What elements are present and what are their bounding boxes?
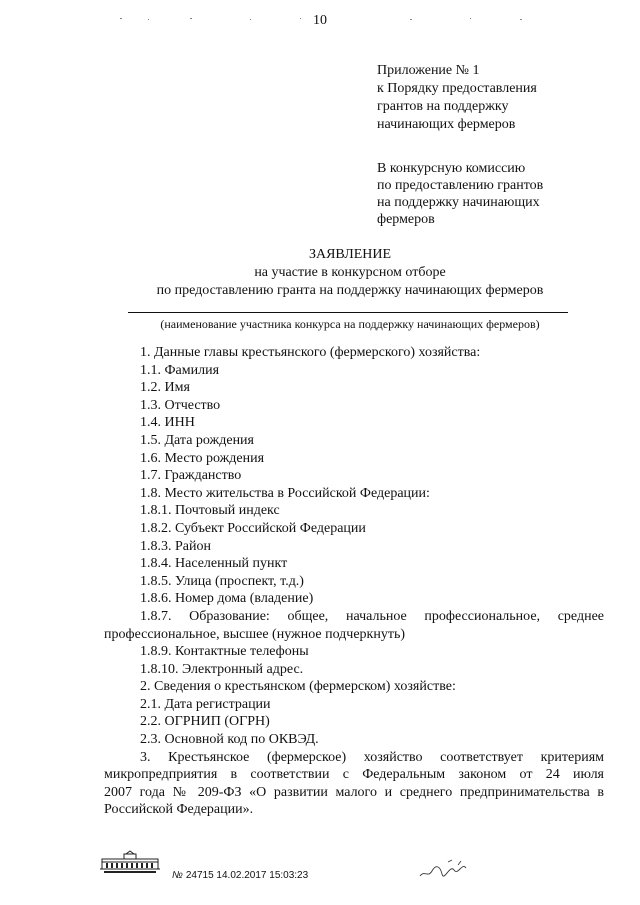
item-line: 1. Данные главы крестьянского (фермерского) хозяйства: bbox=[140, 345, 481, 360]
addressee-line: фермеров bbox=[377, 212, 435, 227]
item-line: 1.7. Гражданство bbox=[140, 468, 242, 484]
handwritten-signature bbox=[418, 856, 478, 882]
item-line: 1.1. Фамилия bbox=[140, 362, 220, 378]
item-line: 2.3. Основной код по ОКВЭД. bbox=[140, 732, 319, 748]
item-line: 1.8.2. Субъект Российской Федерации bbox=[140, 520, 366, 536]
item-line: 1.8.10. Электронный адрес. bbox=[140, 661, 304, 677]
addressee-line: на поддержку начинающих bbox=[377, 195, 540, 210]
item-line: 2.1. Дата регистрации bbox=[140, 696, 271, 712]
application-body bbox=[104, 344, 604, 819]
item-3-line1: 3. Крестьянское (фермерское) хозяйство соответствует критериям bbox=[140, 749, 604, 765]
applicant-name-caption: (наименование участника конкурса на поддержку начинающих фермеров) bbox=[160, 317, 540, 331]
item-education-line1: 1.8.7. Образование: общее, начальное профессиональное, среднее bbox=[140, 608, 604, 624]
item-line: 1.8.9. Контактные телефоны bbox=[140, 644, 309, 660]
item-3-line2: микропредприятия в соответствии с Федеральным законом от 24 июля bbox=[104, 767, 604, 783]
footer bbox=[98, 850, 598, 890]
item-3-line4: Российской Федерации». bbox=[104, 802, 254, 818]
title-line: на участие в конкурсном отборе bbox=[254, 265, 446, 280]
item-education-line2: профессиональное, высшее (нужное подчеркнуть) bbox=[104, 626, 406, 642]
appendix-line: начинающих фермеров bbox=[377, 117, 516, 132]
registration-stamp bbox=[172, 870, 308, 881]
scan-artifact-dots bbox=[110, 8, 560, 12]
item-line: 1.8. Место жительства в Российской Федерации: bbox=[140, 485, 430, 501]
title-heading: ЗАЯВЛЕНИЕ bbox=[308, 247, 392, 262]
appendix-block bbox=[377, 62, 617, 134]
item-line: 1.3. Отчество bbox=[140, 397, 221, 413]
item-line: 1.8.3. Район bbox=[140, 538, 211, 554]
applicant-name-line bbox=[128, 312, 568, 313]
item-line: 2. Сведения о крестьянском (фермерском) хозяйстве: bbox=[140, 679, 456, 695]
item-line: 1.6. Место рождения bbox=[140, 450, 265, 466]
appendix-line: Приложение № 1 bbox=[377, 63, 480, 78]
item-line: 1.8.4. Населенный пункт bbox=[140, 556, 288, 572]
item-line: 1.8.5. Улица (проспект, т.д.) bbox=[140, 573, 304, 589]
page-number: 10 bbox=[313, 13, 327, 28]
item-3-line3: 2007 года № 209-ФЗ «О развитии малого и среднего предпринимательства в bbox=[104, 784, 604, 800]
government-building-logo bbox=[98, 850, 162, 876]
number-sign: № bbox=[172, 870, 183, 881]
document-title bbox=[100, 246, 600, 300]
item-line: 2.2. ОГРНИП (ОГРН) bbox=[140, 714, 270, 730]
item-line: 1.5. Дата рождения bbox=[140, 432, 254, 448]
appendix-line: грантов на поддержку bbox=[377, 99, 509, 114]
item-line: 1.8.1. Почтовый индекс bbox=[140, 503, 280, 519]
registration-stamp-text: 24715 14.02.2017 15:03:23 bbox=[185, 870, 309, 881]
addressee-block bbox=[377, 160, 617, 228]
addressee-line: В конкурсную комиссию bbox=[377, 161, 526, 176]
item-line: 1.4. ИНН bbox=[140, 415, 195, 431]
item-line: 1.2. Имя bbox=[140, 380, 190, 396]
addressee-line: по предоставлению грантов bbox=[377, 178, 544, 193]
title-line: по предоставлению гранта на поддержку начинающих фермеров bbox=[156, 283, 544, 298]
item-line: 1.8.6. Номер дома (владение) bbox=[140, 591, 314, 607]
appendix-line: к Порядку предоставления bbox=[377, 81, 537, 96]
